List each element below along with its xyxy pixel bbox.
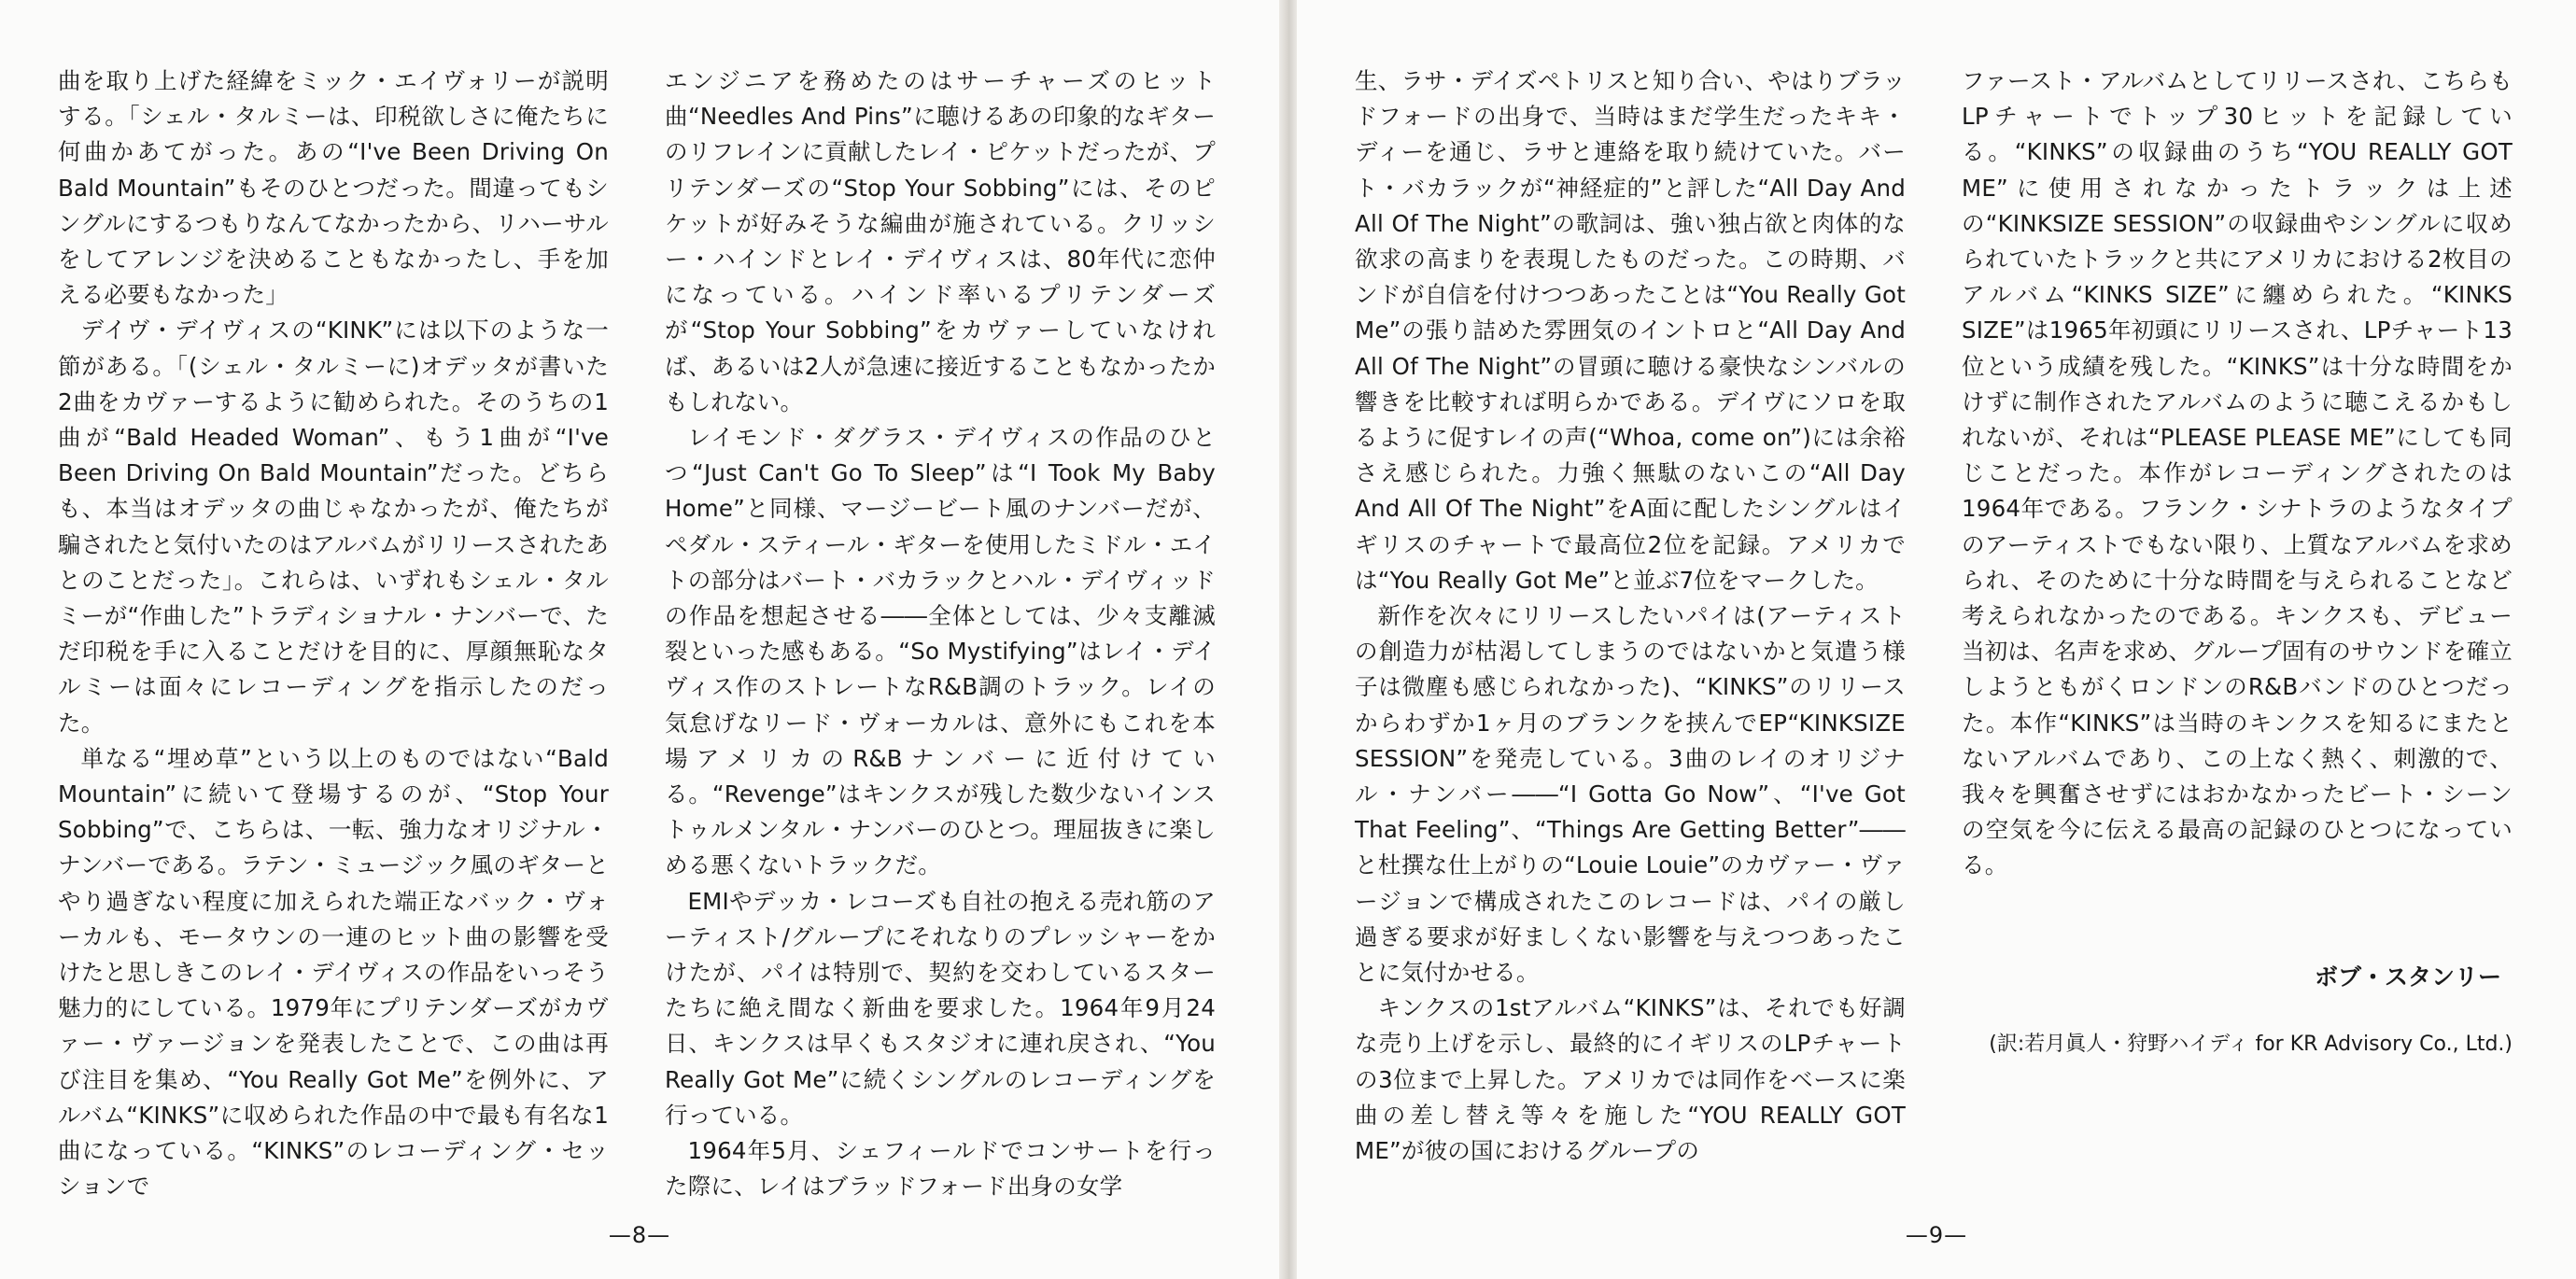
paragraph: レイモンド・ダグラス・デイヴィスの作品のひとつ“Just Can't Go To Sleep”は“I Took My Baby Home”と同様、マージービート風のナンバーだが、ペダル・スティール・ギターを使用したミドル・エイトの部分はバート・バカラックとハル・デイヴィッドの作品を想起させる――全体としては、少々支離滅裂といった感もある。“So Mystifying”はレイ・デイヴィス作のストレートなR&B調のトラック。レイの気怠げなリード・ヴォーカルは、意外にもこれを本場アメリカのR&Bナンバーに近付けている。“Revenge”はキンクスが残した数少ないインストゥルメンタル・ナンバーのひとつ。理屈抜きに楽しめる悪くないトラックだ。 [665,424,1216,879]
page-9-column-2 [1962,63,2513,884]
paragraph: キンクスの1stアルバム“KINKS”は、それでも好調な売り上げを示し、最終的にイギリスのLPチャートの3位まで上昇した。アメリカでは同作をベースに楽曲の差し替え等々を施した“YOU REALLY GOT ME”が彼の国におけるグループの [1355,994,1906,1165]
paragraph: 新作を次々にリリースしたいパイは(アーティストの創造力が枯渇してしまうのではないかと気遣う様子は微塵も感じられなかった)、“KINKS”のリリースからわずか1ヶ月のブランクを挟んでEP“KINKSIZE SESSION”を発売している。3曲のレイのオリジナル・ナンバー――“I Gotta Go Now”、“I've Got That Feeling”、“Things Are Getting Better”――と杜撰な仕上がりの“Louie Louie”のカヴァー・ヴァージョンで構成されたこのレコードは、パイの厳し過ぎる要求が好ましくない影響を与えつつあったことに気付かせる。 [1355,602,1906,987]
author-name: ボブ・スタンリー [2314,963,2501,991]
page-8 [0,0,1279,1279]
page-number: —9— [1905,1222,1968,1248]
paragraph: デイヴ・デイヴィスの“KINK”には以下のような一節がある。「(シェル・タルミーに)オデッタが書いた2曲をカヴァーするように勧められた。そのうちの1曲が“Bald Headed Woman”、もう1曲が“I've Been Driving On Bald Mountain”だった。どちらも、本当はオデッタの曲じゃなかったが、俺たちが騙されたと気付いたのはアルバムがリリースされたあとのことだった」。これらは、いずれもシェル・タルミーが“作曲した”トラディショナル・ナンバーで、ただ印税を手に入ることだけを目的に、厚顔無恥なタルミーは面々にレコーディングを指示したのだった。 [58,316,609,737]
paragraph: エンジニアを務めたのはサーチャーズのヒット曲“Needles And Pins”に聴けるあの印象的なギターのリフレインに貢献したレイ・ピケットだったが、プリテンダーズの“Stop Your Sobbing”には、そのピケットが好みそうな編曲が施されている。クリッシー・ハインドとレイ・デイヴィスは、80年代に恋仲になっている。ハインド率いるプリテンダーズが“Stop Your Sobbing”をカヴァーしていなければ、あるいは2人が急速に接近することもなかったかもしれない。 [665,67,1216,415]
paragraph: ファースト・アルバムとしてリリースされ、こちらもLPチャートでトップ30ヒットを記録している。“KINKS”の収録曲のうち“YOU REALLY GOT ME”に使用されなかったトラックは上述の“KINKSIZE SESSION”の収録曲やシングルに収められていたトラックと共にアメリカにおける2枚目のアルバム“KINKS SIZE”に纏められた。“KINKS SIZE”は1965年初頭にリリースされ、LPチャート13位という成績を残した。“KINKS”は十分な時間をかけずに制作されたアルバムのように聴こえるかもしれないが、それは“PLEASE PLEASE ME”にしても同じことだった。本作がレコーディングされたのは1964年である。フランク・シナトラのようなタイプのアーティストでもない限り、上質なアルバムを求められ、そのために十分な時間を与えられることなど考えられなかったのである。キンクスも、デビュー当初は、名声を求め、グループ固有のサウンドを確立しようともがくロンドンのR&Bバンドのひとつだった。本作“KINKS”は当時のキンクスを知るにまたとないアルバムであり、この上なく熱く、刺激的で、我々を興奮させずにはおかなかったビート・シーンの空気を今に伝える最高の記録のひとつになっている。 [1962,67,2513,879]
page-9-column-1 [1355,63,1906,1169]
page-gutter [1279,0,1297,1279]
page-9 [1297,0,2576,1279]
paragraph: EMIやデッカ・レコーズも自社の抱える売れ筋のアーティスト/グループにそれなりのプレッシャーをかけたが、パイは特別で、契約を交わしているスターたちに絶え間なく新曲を要求した。1964年9月24日、キンクスは早くもスタジオに連れ戻され、“You Really Got Me”に続くシングルのレコーディングを行っている。 [665,887,1216,1129]
translation-credit: (訳:若月眞人・狩野ハイディ for KR Advisory Co., Ltd.) [1989,1033,2513,1056]
page-8-column-2 [665,63,1216,1205]
page-number: —8— [608,1222,671,1248]
paragraph: 単なる“埋め草”という以上のものではない“Bald Mountain”に続いて登場するのが、“Stop Your Sobbing”で、こちらは、一転、強力なオリジナル・ナンバーである。ラテン・ミュージック風のギターとやり過ぎない程度に加えられた端正なバック・ヴォーカルも、モータウンの一連のヒット曲の影響を受けたと思しきこのレイ・デイヴィスの作品をいっそう魅力的にしている。1979年にプリテンダーズがカヴァー・ヴァージョンを発表したことで、この曲は再び注目を集め、“You Really Got Me”を例外に、アルバム“KINKS”に収められた作品の中で最も有名な1曲になっている。“KINKS”のレコーディング・セッションで [58,744,609,1201]
paragraph: 1964年5月、シェフィールドでコンサートを行った際に、レイはブラッドフォード出身の女学 [665,1137,1216,1201]
paragraph: 曲を取り上げた経緯をミック・エイヴォリーが説明する。「シェル・タルミーは、印税欲しさに俺たちに何曲かあてがった。あの“I've Been Driving On Bald Mountain”もそのひとつだった。間違ってもシングルにするつもりなんてなかったから、リハーサルをしてアレンジを決めることもなかったし、手を加える必要もなかった」 [58,67,609,309]
page-8-column-1 [58,63,609,1205]
paragraph: 生、ラサ・デイズペトリスと知り合い、やはりブラッドフォードの出身で、当時はまだ学生だったキキ・ディーを通じ、ラサと連絡を取り続けていた。バート・バカラックが“神経症的”と評した“All Day And All Of The Night”の歌詞は、強い独占欲と肉体的な欲求の高まりを表現したものだった。この時期、バンドが自信を付けつつあったことは“You Really Got Me”の張り詰めた雰囲気のイントロと“All Day And All Of The Night”の冒頭に聴ける豪快なシンバルの響きを比較すれば明らかである。デイヴにソロを取るように促すレイの声(“Whoa, come on”)には余裕さえ感じられた。力強く無駄のないこの“All Day And All Of The Night”をA面に配したシングルはイギリスのチャートで最高位2位を記録。アメリカでは“You Really Got Me”と並ぶ7位をマークした。 [1355,67,1906,594]
